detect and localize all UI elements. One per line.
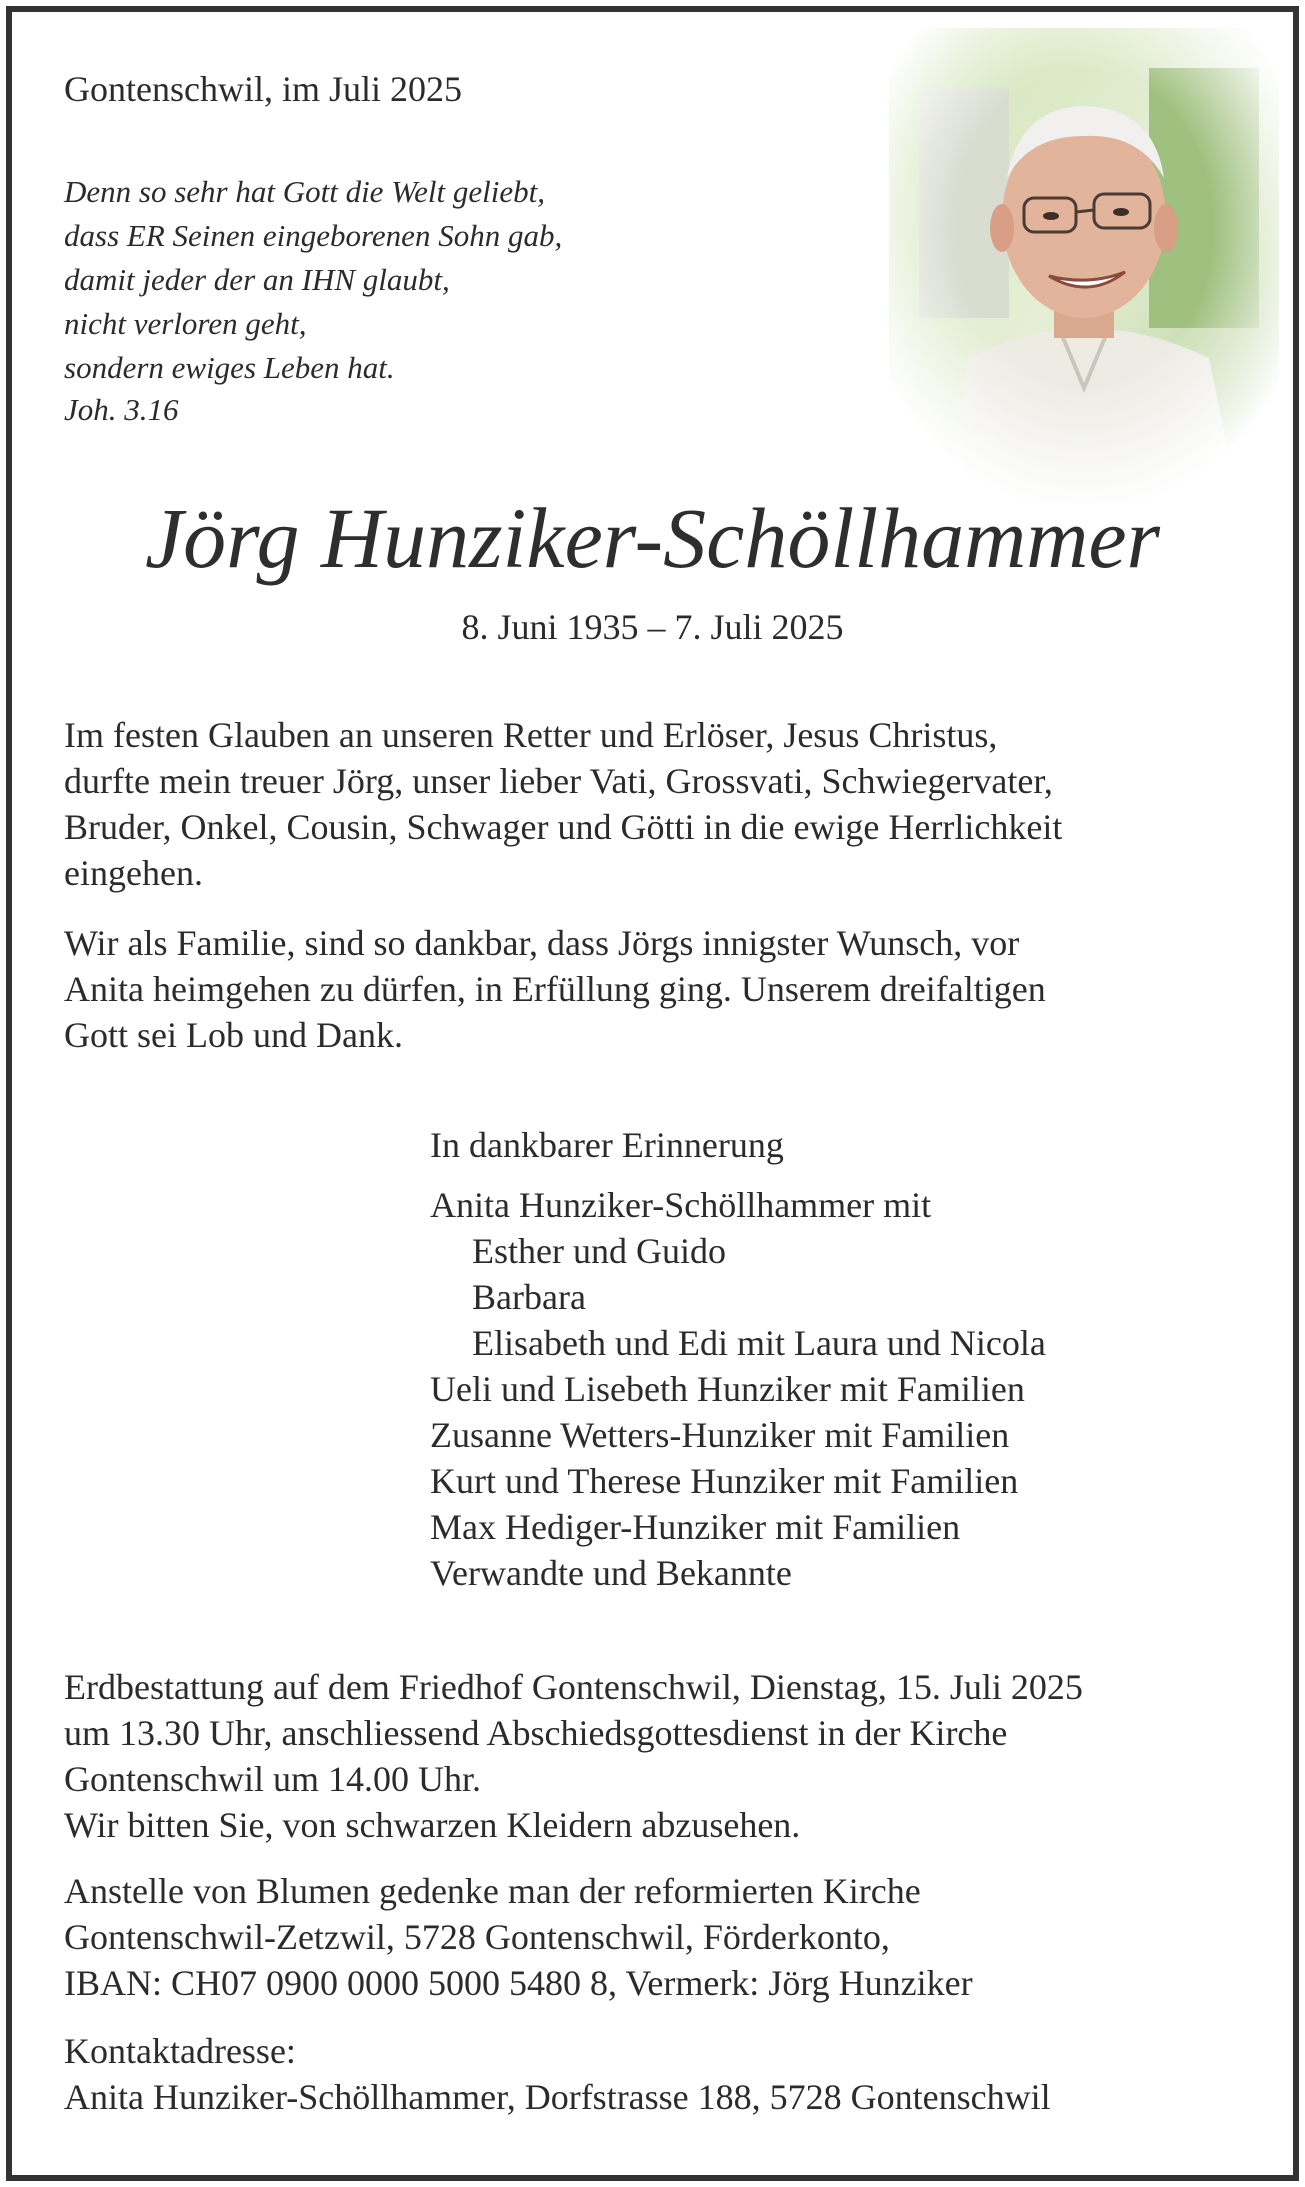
announcement-line: Bruder, Onkel, Cousin, Schwager und Götti in die ewige Herrlichkeit <box>64 807 1063 847</box>
funeral-line: Gontenschwil um 14.00 Uhr. <box>64 1759 481 1799</box>
portrait-photo <box>889 28 1279 504</box>
gratitude-line: Gott sei Lob und Dank. <box>64 1015 403 1055</box>
verse-reference: Joh. 3.16 <box>64 392 179 427</box>
mourners-intro: In dankbarer Erinnerung <box>430 1125 784 1165</box>
donation-line: Anstelle von Blumen gedenke man der reformierten Kirche <box>64 1871 921 1911</box>
mourner-line: Elisabeth und Edi mit Laura und Nicola <box>472 1323 1046 1363</box>
announcement-line: Im festen Glauben an unseren Retter und Erlöser, Jesus Christus, <box>64 715 998 755</box>
announcement-paragraph <box>64 712 1244 896</box>
verse-line: dass ER Seinen eingeborenen Sohn gab, <box>64 218 563 253</box>
contact-info <box>64 2028 1244 2120</box>
bible-verse <box>64 170 562 390</box>
mourners-list <box>430 1122 1046 1596</box>
gratitude-paragraph <box>64 920 1244 1058</box>
mourner-line: Ueli und Lisebeth Hunziker mit Familien <box>430 1369 1025 1409</box>
mourner-line: Anita Hunziker-Schöllhammer mit <box>430 1185 932 1225</box>
funeral-line: Wir bitten Sie, von schwarzen Kleidern abzusehen. <box>64 1805 801 1845</box>
donation-info <box>64 1868 1244 2006</box>
deceased-name: Jörg Hunziker-Schöllhammer <box>145 490 1160 586</box>
mourner-line: Verwandte und Bekannte <box>430 1553 792 1593</box>
place-date: Gontenschwil, im Juli 2025 <box>64 69 462 109</box>
mourner-line: Kurt und Therese Hunziker mit Familien <box>430 1461 1019 1501</box>
announcement-line: eingehen. <box>64 853 203 893</box>
contact-label: Kontaktadresse: <box>64 2031 296 2071</box>
funeral-line: Erdbestattung auf dem Friedhof Gontenschwil, Dienstag, 15. Juli 2025 <box>64 1667 1083 1707</box>
mourner-line: Barbara <box>472 1277 586 1317</box>
funeral-info <box>64 1664 1244 1848</box>
verse-line: Denn so sehr hat Gott die Welt geliebt, <box>64 174 546 209</box>
verse-line: damit jeder der an IHN glaubt, <box>64 262 450 297</box>
announcement-line: durfte mein treuer Jörg, unser lieber Vati, Grossvati, Schwiegervater, <box>64 761 1053 801</box>
mourner-line: Zusanne Wetters-Hunziker mit Familien <box>430 1415 1010 1455</box>
donation-line: IBAN: CH07 0900 0000 5000 5480 8, Vermerk: Jörg Hunziker <box>64 1963 973 2003</box>
verse-line: nicht verloren geht, <box>64 306 307 341</box>
life-dates: 8. Juni 1935 – 7. Juli 2025 <box>461 607 844 647</box>
contact-address: Anita Hunziker-Schöllhammer, Dorfstrasse 188, 5728 Gontenschwil <box>64 2077 1051 2117</box>
mourner-line: Esther und Guido <box>472 1231 726 1271</box>
funeral-line: um 13.30 Uhr, anschliessend Abschiedsgottesdienst in der Kirche <box>64 1713 1008 1753</box>
donation-line: Gontenschwil-Zetzwil, 5728 Gontenschwil, Förderkonto, <box>64 1917 890 1957</box>
mourner-line: Max Hediger-Hunziker mit Familien <box>430 1507 961 1547</box>
verse-line: sondern ewiges Leben hat. <box>64 350 395 385</box>
gratitude-line: Wir als Familie, sind so dankbar, dass Jörgs innigster Wunsch, vor <box>64 923 1020 963</box>
gratitude-line: Anita heimgehen zu dürfen, in Erfüllung ging. Unserem dreifaltigen <box>64 969 1046 1009</box>
